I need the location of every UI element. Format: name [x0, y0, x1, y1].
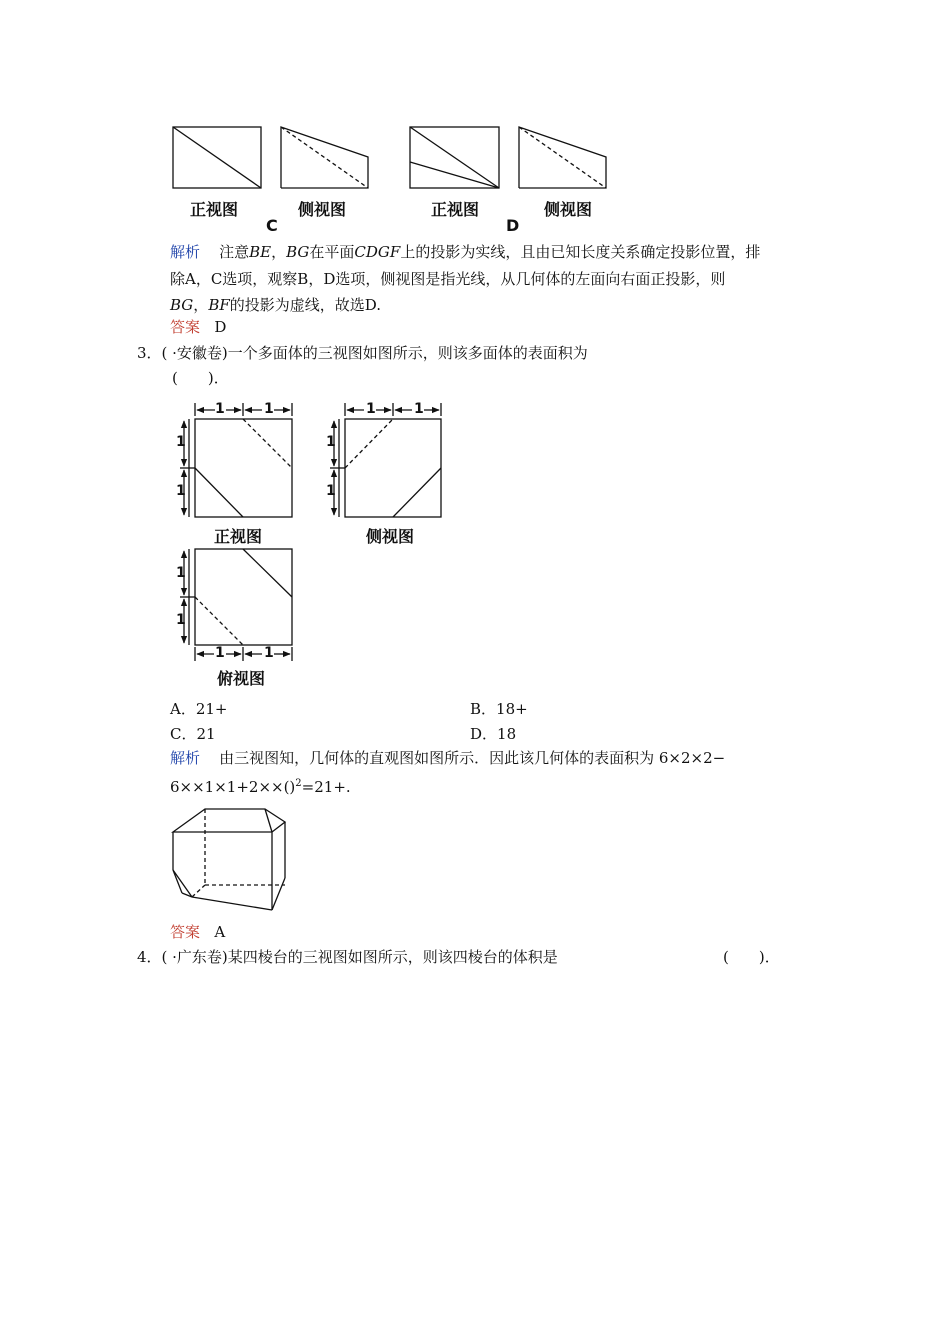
- var-bg: BG: [170, 296, 194, 314]
- edge: [272, 878, 285, 910]
- option-b: B．18+: [470, 700, 528, 718]
- text: =21+.: [301, 778, 351, 796]
- dim-label: 1: [414, 401, 424, 417]
- dim-label: 1: [176, 565, 186, 581]
- text: 注意: [219, 243, 250, 261]
- dim-label: 1: [326, 483, 336, 499]
- q2-analysis-line-2: 除A，C选项，观察B，D选项，侧视图是指光线，从几何体的左面向右面正投影，则: [170, 270, 726, 288]
- var-be: BE: [249, 243, 272, 261]
- d-front-caption: 正视图: [431, 200, 480, 219]
- analysis-label: 解析: [170, 243, 201, 261]
- text: 上的投影为实线，且由已知长度关系确定投影位置，排: [400, 243, 761, 261]
- answer-label: 答案: [170, 923, 201, 941]
- dim-label: 1: [326, 434, 336, 450]
- q4-paren: ( )．: [723, 948, 780, 966]
- dim-label: 1: [215, 401, 225, 417]
- option-d: D．18: [470, 725, 517, 743]
- c-side-caption: 侧视图: [298, 200, 347, 219]
- var-cdgf: CDGF: [354, 243, 401, 261]
- hidden-edge: [192, 885, 205, 897]
- text: 在平面: [309, 243, 355, 261]
- option-c: C．21: [170, 725, 216, 743]
- q3-paren: ( )．: [172, 369, 229, 387]
- dim-label: 1: [176, 612, 186, 628]
- text: ，: [193, 296, 209, 314]
- dim-label: 1: [366, 401, 376, 417]
- analysis-label: 解析: [170, 749, 201, 767]
- c-front-caption: 正视图: [190, 200, 239, 219]
- q3-answer: [170, 921, 225, 943]
- front-view-caption: 正视图: [214, 527, 263, 546]
- edge: [192, 897, 272, 910]
- d-side-caption: 侧视图: [544, 200, 593, 219]
- q4-stem: 4．( ·广东卷)某四棱台的三视图如图所示，则该四棱台的体积是: [137, 948, 558, 966]
- dim-label: 1: [176, 483, 186, 499]
- option-a: A．21+: [170, 700, 228, 718]
- dim-label: 1: [264, 645, 274, 661]
- top-view-caption: 俯视图: [217, 669, 266, 688]
- d-letter: D: [506, 216, 520, 235]
- text: 由三视图知，几何体的直观图如图所示．因此该几何体的表面积为 6×2×2−: [219, 749, 726, 767]
- answer-value: D: [214, 318, 227, 336]
- var-bg: BG: [286, 243, 310, 261]
- answer-value: A: [214, 923, 226, 941]
- dim-label: 1: [215, 645, 225, 661]
- superscript: 2: [295, 778, 302, 789]
- c-letter: C: [266, 216, 278, 235]
- dim-label: 1: [176, 434, 186, 450]
- side-view-caption: 侧视图: [366, 527, 415, 546]
- answer-label: 答案: [170, 318, 201, 336]
- q3-stem: 3．( ·安徽卷)一个多面体的三视图如图所示，则该多面体的表面积为: [137, 344, 588, 362]
- var-bf: BF: [208, 296, 230, 314]
- text: 的投影为虚线，故选D.: [229, 296, 382, 314]
- dim-label: 1: [264, 401, 274, 417]
- text: 6××1×1+2××(): [170, 778, 296, 796]
- text: ，: [271, 243, 287, 261]
